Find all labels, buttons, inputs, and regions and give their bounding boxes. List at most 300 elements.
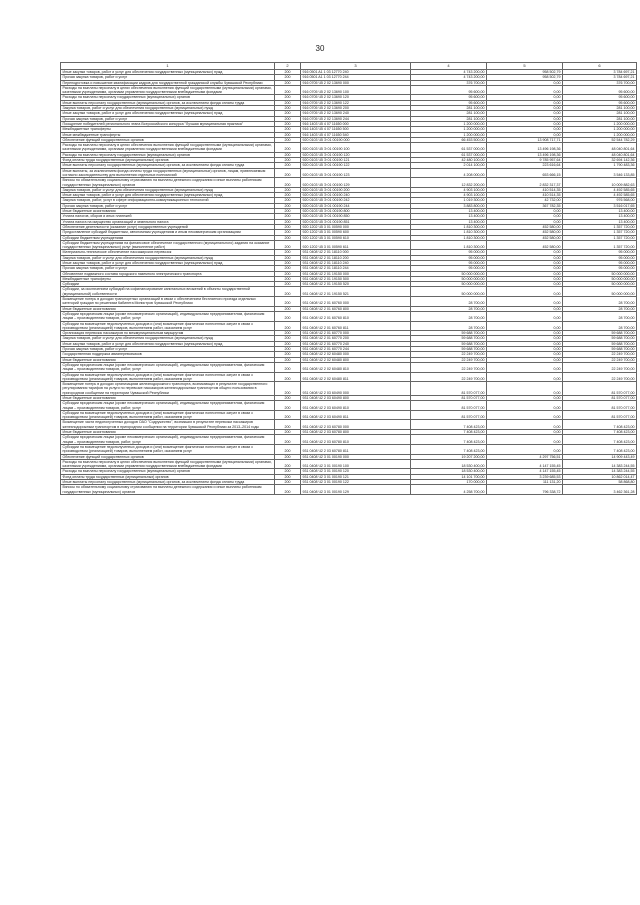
row-description: Иные бюджетные ассигнования (61, 306, 275, 311)
row-description: Иные бюджетные ассигнования (61, 209, 275, 214)
row-executed: 223 616,64 (487, 163, 563, 168)
row-description: Расходы на выплаты персоналу в целях обеспечения выполнения функций государственными (муниципальными) органами, казенными учреждениями, органами управления государственными внебюджетными фондами (61, 143, 275, 153)
row-code: 200 (275, 469, 301, 474)
row-executed: 367 782,35 (487, 203, 563, 208)
table-row (61, 187, 637, 192)
header-cell: 4 (411, 63, 487, 70)
row-description: Прочая закупка товаров, работ и услуг (61, 203, 275, 208)
row-code: 200 (275, 271, 301, 276)
row-classification: 931 0408 Ч2 2 01 60760 811 (301, 321, 411, 331)
row-description: Иные выплаты персоналу государственных (муниципальных) органов, за исключением фонда оплаты труда (61, 163, 275, 168)
table-row (61, 459, 637, 469)
row-description: Расходы на выплаты персоналу в целях обеспечения выполнения функций государственными (муниципальными) органами, казенными учреждениями, органами управления государственными внебюджетными фондами (61, 85, 275, 95)
row-executed: 958 502,79 (487, 70, 563, 75)
row-executed: 9 785 957,64 (487, 158, 563, 163)
row-executed: 0,00 (487, 287, 563, 297)
row-code: 200 (275, 116, 301, 121)
row-description: Фонд оплаты труда государственных (муниципальных) органов (61, 474, 275, 479)
table-row (61, 198, 637, 203)
row-description: Иные закупки товаров, работ и услуг для обеспечения государственных (муниципальных) нужд (61, 193, 275, 198)
header-cell: 1 (61, 63, 275, 70)
row-unexecuted: 7 408 423,00 (563, 430, 637, 435)
row-description: Закупка товаров, работ и услуг для обеспечения государственных (муниципальных) нужд (61, 187, 275, 192)
row-code: 200 (275, 152, 301, 157)
row-executed: 0,00 (487, 372, 563, 382)
row-executed: 796 338,72 (487, 485, 563, 495)
row-unexecuted: 50 000 000,00 (563, 276, 637, 281)
row-approved: 3 883 800,00 (411, 203, 487, 208)
row-executed: 0,00 (487, 401, 563, 411)
table-row (61, 230, 637, 235)
row-unexecuted: 59 688 700,00 (563, 331, 637, 336)
header-cell: 6 (563, 63, 637, 70)
row-unexecuted: 4 492 585,65 (563, 193, 637, 198)
table-row (61, 401, 637, 411)
row-approved: 281 100,00 (411, 111, 487, 116)
row-unexecuted: 58 868,80 (563, 480, 637, 485)
row-executed: 13 496 198,36 (487, 143, 563, 153)
row-description: Иные закупки товаров, работ и услуг для обеспечения государственных (муниципальных) нужд (61, 260, 275, 265)
table-row (61, 70, 637, 75)
row-description: Субсидии на возмещение недополученных доходов и (или) возмещение фактически понесенных затрат в связи с производством (реализацией) товаров, выполнением работ, оказанием услуг (61, 444, 275, 454)
row-classification: 931 0408 Ч2 2 01 60760 800 (301, 306, 411, 311)
row-executed: 0,00 (487, 111, 563, 116)
table-row (61, 287, 637, 297)
row-executed: 0,00 (487, 396, 563, 401)
row-description: Расходы на выплаты персоналу государственных (муниципальных) органов (61, 469, 275, 474)
row-executed: 0,00 (487, 321, 563, 331)
row-executed: 42 732,00 (487, 198, 563, 203)
row-unexecuted: 1 200 000,00 (563, 121, 637, 126)
row-code: 200 (275, 143, 301, 153)
budget-table (60, 62, 637, 495)
row-unexecuted: 22 249 700,00 (563, 357, 637, 362)
row-classification: 916 0501 A1 1 03 12770 244 (301, 75, 411, 80)
row-classification: 931 0408 Ч2 2 03 60780 000 (301, 420, 411, 430)
row-approved: 50 000 000,00 (411, 276, 487, 281)
row-unexecuted: 95 600,00 (563, 95, 637, 100)
row-description: Иные закупки товаров, работ и услуг для обеспечения государственных (муниципальных) нужд (61, 341, 275, 346)
row-unexecuted: 376 700,00 (563, 80, 637, 85)
row-approved: 95 000,00 (411, 260, 487, 265)
row-code: 200 (275, 230, 301, 235)
row-description: Закупка товаров, работ и услуг для обеспечения государственных (муниципальных) нужд (61, 255, 275, 260)
row-description: Субсидии на возмещение недополученных доходов и (или) возмещение фактически понесенных затрат в связи с производством (реализацией) товаров, выполнением работ, оказанием услуг (61, 372, 275, 382)
row-classification: 931 0408 Ч2 3 01 00190 122 (301, 480, 411, 485)
row-approved: 59 688 700,00 (411, 331, 487, 336)
table-row (61, 485, 637, 495)
row-classification: 920 1202 Ч5 3 01 00590 600 (301, 230, 411, 235)
row-description: Иные бюджетные ассигнования (61, 396, 275, 401)
row-executed: 13 908 717,71 (487, 137, 563, 142)
row-classification: 916 0501 A1 1 03 12770 240 (301, 70, 411, 75)
row-code: 200 (275, 372, 301, 382)
row-code: 200 (275, 311, 301, 321)
row-description: Обеспечение деятельности (оказание услуг) государственных учреждений (61, 224, 275, 229)
row-unexecuted: 4 492 585,65 (563, 187, 637, 192)
row-description: Поощрение победителей регионального этапа Всероссийского конкурса "Лучшая муниципальная практика" (61, 121, 275, 126)
row-description: Обеспечение функций государственных органов (61, 137, 275, 142)
row-code: 200 (275, 485, 301, 495)
row-executed: 0,00 (487, 430, 563, 435)
row-description: Возмещение потерь в доходах транспортных организаций в связи с обеспечением бесплатного проезда отдельных категорий граждан по решениям Кабинета Министров Чувашской Республики (61, 297, 275, 307)
row-unexecuted: 281 100,00 (563, 116, 637, 121)
table-row (61, 193, 637, 198)
row-executed: 0,00 (487, 331, 563, 336)
row-classification: 916 1403 Ч5 4 07 11650 500 (301, 127, 411, 132)
row-executed: 0,00 (487, 116, 563, 121)
row-code: 200 (275, 347, 301, 352)
row-description: Расходы на выплаты персоналу государственных (муниципальных) органов (61, 152, 275, 157)
row-approved: 28 700,00 (411, 297, 487, 307)
row-executed: 0,00 (487, 266, 563, 271)
row-executed: 0,00 (487, 219, 563, 224)
row-executed: 0,00 (487, 106, 563, 111)
table-header-row (61, 63, 637, 70)
row-unexecuted: 50 000 000,00 (563, 282, 637, 287)
row-classification: 916 0705 Ч5 2 02 13690 244 (301, 116, 411, 121)
table-row (61, 152, 637, 157)
row-code: 200 (275, 85, 301, 95)
row-unexecuted: 13 400,00 (563, 219, 637, 224)
row-approved: 281 100,00 (411, 106, 487, 111)
row-unexecuted: 81 570 077,00 (563, 401, 637, 411)
row-classification: 931 0408 Ч2 2 01 60760 810 (301, 311, 411, 321)
row-code: 200 (275, 321, 301, 331)
row-code: 200 (275, 137, 301, 142)
row-approved: 22 249 700,00 (411, 352, 487, 357)
row-description: Иные бюджетные ассигнования (61, 430, 275, 435)
row-executed: 958 502,79 (487, 75, 563, 80)
row-code: 200 (275, 336, 301, 341)
row-executed: 0,00 (487, 347, 563, 352)
row-code: 200 (275, 106, 301, 111)
row-executed: 0,00 (487, 121, 563, 126)
row-executed: 0,00 (487, 271, 563, 276)
row-executed: 0,00 (487, 362, 563, 372)
row-unexecuted: 14 383 244,55 (563, 469, 637, 474)
row-approved: 13 400,00 (411, 219, 487, 224)
row-classification: 920 0103 Ч5 Э 01 00190 244 (301, 203, 411, 208)
row-executed: 653 666,15 (487, 168, 563, 178)
row-code: 200 (275, 209, 301, 214)
row-code: 200 (275, 396, 301, 401)
header-cell: 3 (301, 63, 411, 70)
row-approved: 59 688 700,00 (411, 336, 487, 341)
row-unexecuted: 7 408 423,00 (563, 444, 637, 454)
row-description: Расходы на выплаты персоналу в целях обеспечения выполнения функций государственными (муниципальными) органами, казенными учреждениями, органами управления государственными внебюджетными фондами (61, 459, 275, 469)
table-row (61, 469, 637, 474)
row-unexecuted: 50 000 000,00 (563, 287, 637, 297)
row-classification: 920 0103 Ч5 Э 01 00190 850 (301, 214, 411, 219)
row-classification: 920 0103 Ч5 Э 01 00190 123 (301, 168, 411, 178)
row-unexecuted: 1 200 000,00 (563, 127, 637, 132)
row-approved: 28 700,00 (411, 321, 487, 331)
row-unexecuted: 3 462 361,28 (563, 485, 637, 495)
row-executed: 111 131,20 (487, 480, 563, 485)
row-executed: 3 239 685,53 (487, 474, 563, 479)
row-executed: 0,00 (487, 341, 563, 346)
row-unexecuted: 59 688 700,00 (563, 347, 637, 352)
row-unexecuted: 95 000,00 (563, 250, 637, 255)
row-approved: 50 000 000,00 (411, 287, 487, 297)
row-description: Межбюджетные трансферты (61, 127, 275, 132)
row-unexecuted: 1 357 720,00 (563, 240, 637, 250)
row-classification: 916 0705 Ч5 2 02 13690 100 (301, 85, 411, 95)
row-approved: 4 903 100,00 (411, 193, 487, 198)
row-unexecuted: 976 568,00 (563, 198, 637, 203)
row-description: Субсидии, за исключением субсидий на софинансирование капитальных вложений в объекты государственной (муниципальной) собственности (61, 287, 275, 297)
row-code: 200 (275, 219, 301, 224)
row-description: Предоставление субсидий бюджетным, автономным учреждениям и иным некоммерческим организациям (61, 230, 275, 235)
row-classification: 931 0408 Ч2 3 01 00190 129 (301, 485, 411, 495)
row-approved: 28 700,00 (411, 306, 487, 311)
row-code: 200 (275, 287, 301, 297)
row-code: 200 (275, 203, 301, 208)
row-code: 200 (275, 260, 301, 265)
row-executed: 0,00 (487, 357, 563, 362)
row-classification: 931 0408 Ч2 2 01 19150 500 (301, 276, 411, 281)
row-description: Субсидии юридическим лицам (кроме некоммерческих организаций), индивидуальным предпринимателям, физическим лицам – производителям товаров, работ, услуг (61, 401, 275, 411)
row-approved: 50 000 000,00 (411, 271, 487, 276)
row-code: 200 (275, 163, 301, 168)
table-row (61, 240, 637, 250)
row-description: Прочая закупка товаров, работ и услуг (61, 75, 275, 80)
row-executed: 0,00 (487, 336, 563, 341)
row-code: 200 (275, 480, 301, 485)
row-classification: 931 0408 Ч2 2 01 18110 244 (301, 266, 411, 271)
row-approved: 1 200 000,00 (411, 127, 487, 132)
row-approved: 376 700,00 (411, 80, 487, 85)
row-executed: 0,00 (487, 444, 563, 454)
row-classification: 931 0408 Ч2 2 01 19150 520 (301, 282, 411, 287)
row-approved: 1 810 300,00 (411, 235, 487, 240)
row-unexecuted: 32 694 142,36 (563, 158, 637, 163)
row-code: 200 (275, 168, 301, 178)
row-approved: 13 400,00 (411, 209, 487, 214)
row-approved: 7 408 423,00 (411, 430, 487, 435)
row-classification: 931 0408 Ч2 2 02 60480 800 (301, 357, 411, 362)
row-unexecuted: 95 600,00 (563, 85, 637, 95)
row-classification: 931 0408 Ч2 2 03 60780 810 (301, 435, 411, 445)
row-classification: 920 1202 Ч5 3 01 00590 000 (301, 224, 411, 229)
row-approved: 28 700,00 (411, 311, 487, 321)
row-executed: 452 580,00 (487, 230, 563, 235)
row-description: Организация перевозок пассажиров по межмуниципальным маршрутам (61, 331, 275, 336)
row-code: 200 (275, 187, 301, 192)
row-unexecuted: 95 000,00 (563, 266, 637, 271)
row-code: 200 (275, 282, 301, 287)
row-classification: 931 0408 Ч2 2 01 60770 000 (301, 331, 411, 336)
row-classification: 920 0103 Ч5 Э 01 00190 242 (301, 198, 411, 203)
row-classification: 916 1403 Ч5 4 07 11650 000 (301, 121, 411, 126)
row-classification: 920 0103 Ч5 Э 01 00190 200 (301, 187, 411, 192)
row-description: Субсидии на возмещение недополученных доходов и (или) возмещение фактически понесенных затрат в связи с производством (реализацией) товаров, выполнением работ, оказанием услуг (61, 410, 275, 420)
row-code: 200 (275, 331, 301, 336)
row-approved: 59 688 700,00 (411, 347, 487, 352)
row-unexecuted: 81 570 077,00 (563, 396, 637, 401)
row-code: 200 (275, 454, 301, 459)
row-unexecuted: 7 408 423,00 (563, 435, 637, 445)
row-unexecuted: 50 000 000,00 (563, 271, 637, 276)
row-description: Возмещение части недополученных доходов ОАО "Содружество", возникших в результате перевозки пассажиров железнодорожным транспортом в пригородном сообщении на территории Чувашской Республики за 2013–2014 годы (61, 420, 275, 430)
row-classification: 931 0408 Ч2 2 01 18110 000 (301, 250, 411, 255)
row-description: Иные закупки товаров, работ и услуг для обеспечения государственных (муниципальных) нужд (61, 70, 275, 75)
table-row (61, 224, 637, 229)
row-approved: 12 832 200,00 (411, 178, 487, 188)
row-description: Иные бюджетные ассигнования (61, 357, 275, 362)
row-approved: 95 000,00 (411, 266, 487, 271)
row-unexecuted: 1 357 720,00 (563, 235, 637, 240)
row-description: Субсидии бюджетным учреждениям (61, 235, 275, 240)
row-approved: 81 570 077,00 (411, 396, 487, 401)
row-approved: 22 249 700,00 (411, 357, 487, 362)
row-executed: 0,00 (487, 282, 563, 287)
row-executed: 4 147 155,45 (487, 459, 563, 469)
row-description: Возмещение потерь в доходах организациям железнодорожного транспорта, возникающих в результате государственного регулирования тарифов на услуги по перевозке пассажиров железнодорожным транспортом общего пользования в пригородном сообщении на территории Чувашской Республики (61, 382, 275, 396)
row-approved: 7 408 423,00 (411, 435, 487, 445)
row-approved: 18 530 400,00 (411, 469, 487, 474)
row-classification: 931 0408 Ч2 2 01 19150 521 (301, 287, 411, 297)
row-description: Государственная поддержка авиаперевозчиков (61, 352, 275, 357)
row-unexecuted: 13 400,00 (563, 209, 637, 214)
row-code: 200 (275, 80, 301, 85)
row-classification: 916 1403 Ч5 4 07 11650 540 (301, 132, 411, 137)
row-code: 200 (275, 127, 301, 132)
table-row (61, 311, 637, 321)
row-executed: 452 580,00 (487, 240, 563, 250)
row-classification: 931 0408 Ч2 2 01 60760 000 (301, 297, 411, 307)
row-executed: 0,00 (487, 127, 563, 132)
row-code: 200 (275, 276, 301, 281)
row-code: 200 (275, 235, 301, 240)
row-description: Переподготовка и повышение квалификации кадров для государственной гражданской службы Чувашской Республики (61, 80, 275, 85)
row-classification: 920 1202 Ч5 3 01 00590 611 (301, 240, 411, 250)
row-classification: 931 0408 Ч2 3 01 00190 121 (301, 474, 411, 479)
row-unexecuted: 95 000,00 (563, 255, 637, 260)
row-approved: 66 453 500,00 (411, 137, 487, 142)
row-description: Иные закупки товаров, работ и услуг для обеспечения государственных (муниципальных) нужд (61, 111, 275, 116)
row-unexecuted: 28 700,00 (563, 311, 637, 321)
row-classification: 931 0408 Ч2 3 01 00190 120 (301, 469, 411, 474)
table-row (61, 362, 637, 372)
row-executed: 0,00 (487, 260, 563, 265)
row-executed: 0,00 (487, 85, 563, 95)
row-classification: 931 0408 Ч2 2 03 60780 800 (301, 430, 411, 435)
row-executed: 2 832 317,37 (487, 178, 563, 188)
row-unexecuted: 3 784 697,21 (563, 70, 637, 75)
row-unexecuted: 28 700,00 (563, 321, 637, 331)
row-classification: 931 0408 Ч2 2 03 60490 800 (301, 396, 411, 401)
row-approved: 61 537 000,00 (411, 152, 487, 157)
row-unexecuted: 59 688 700,00 (563, 336, 637, 341)
row-description: Иные межбюджетные трансферты (61, 132, 275, 137)
row-description: Субсидии юридическим лицам (кроме некоммерческих организаций), индивидуальным предпринимателям, физическим лицам – производителям товаров, работ, услуг (61, 362, 275, 372)
row-classification: 916 0705 Ч5 2 02 13690 000 (301, 80, 411, 85)
row-classification: 920 0103 Ч5 Э 01 00190 120 (301, 152, 411, 157)
row-approved: 4 258 700,00 (411, 485, 487, 495)
row-approved: 7 408 423,00 (411, 420, 487, 430)
row-approved: 170 000,00 (411, 480, 487, 485)
row-unexecuted: 3 784 697,21 (563, 75, 637, 80)
row-unexecuted: 48 040 801,64 (563, 152, 637, 157)
row-classification: 931 0408 Ч2 2 02 60480 810 (301, 362, 411, 372)
row-code: 200 (275, 95, 301, 100)
row-code: 200 (275, 306, 301, 311)
row-code: 200 (275, 444, 301, 454)
row-approved: 18 530 400,00 (411, 459, 487, 469)
row-executed: 4 147 155,45 (487, 469, 563, 474)
row-executed: 0,00 (487, 311, 563, 321)
row-code: 200 (275, 459, 301, 469)
row-classification: 920 1202 Ч5 3 01 00590 610 (301, 235, 411, 240)
row-unexecuted: 95 000,00 (563, 260, 637, 265)
row-approved: 14 101 700,00 (411, 474, 487, 479)
row-description: Закупка товаров, работ и услуг для обеспечения государственных (муниципальных) нужд (61, 336, 275, 341)
row-approved: 1 200 000,00 (411, 121, 487, 126)
row-classification: 916 0705 Ч5 2 02 13690 240 (301, 111, 411, 116)
row-approved: 22 249 700,00 (411, 372, 487, 382)
row-classification: 931 0408 Ч2 2 01 60770 244 (301, 347, 411, 352)
table-row (61, 372, 637, 382)
row-executed: 0,00 (487, 410, 563, 420)
row-description: Субсидии (61, 282, 275, 287)
row-unexecuted: 1 357 720,00 (563, 230, 637, 235)
row-code: 200 (275, 75, 301, 80)
row-code: 200 (275, 297, 301, 307)
row-unexecuted: 14 909 443,49 (563, 454, 637, 459)
row-code: 200 (275, 382, 301, 396)
row-executed: 0,00 (487, 132, 563, 137)
row-code: 200 (275, 266, 301, 271)
row-description: Взносы по обязательному социальному страхованию на выплаты денежного содержания и иные выплаты работникам государственных (муниципальных) органов (61, 178, 275, 188)
row-classification: 931 0408 Ч2 2 03 60780 811 (301, 444, 411, 454)
row-code: 200 (275, 410, 301, 420)
row-unexecuted: 281 100,00 (563, 111, 637, 116)
row-classification: 920 0103 Ч5 Э 01 00190 800 (301, 209, 411, 214)
row-code: 200 (275, 70, 301, 75)
row-executed: 0,00 (487, 420, 563, 430)
row-code: 200 (275, 420, 301, 430)
row-classification: 916 0705 Ч5 2 02 13690 120 (301, 95, 411, 100)
row-description: Иные выплаты, за исключением фонда оплаты труда государственных (муниципальных) органов, лицам, привлекаемым согласно законодательству для выполнения отдельных полномочий (61, 168, 275, 178)
row-approved: 7 408 423,00 (411, 444, 487, 454)
row-approved: 2 014 100,00 (411, 163, 487, 168)
row-code: 200 (275, 240, 301, 250)
row-classification: 916 0705 Ч5 2 02 13690 122 (301, 100, 411, 105)
row-unexecuted: 22 249 700,00 (563, 352, 637, 357)
row-approved: 95 000,00 (411, 255, 487, 260)
row-unexecuted: 81 570 077,00 (563, 410, 637, 420)
row-unexecuted: 81 570 077,00 (563, 382, 637, 396)
row-unexecuted: 1 790 483,36 (563, 163, 637, 168)
row-executed: 0,00 (487, 276, 563, 281)
row-executed: 0,00 (487, 214, 563, 219)
row-classification: 931 0408 Ч2 3 01 00190 000 (301, 454, 411, 459)
row-description: Иные выплаты персоналу государственных (муниципальных) органов, за исключением фонда оплаты труда (61, 480, 275, 485)
row-approved: 95 600,00 (411, 95, 487, 100)
row-unexecuted: 59 688 700,00 (563, 341, 637, 346)
row-code: 200 (275, 474, 301, 479)
row-classification: 931 0408 Ч2 2 02 60480 811 (301, 372, 411, 382)
row-description: Межбюджетные трансферты (61, 276, 275, 281)
row-code: 200 (275, 435, 301, 445)
row-approved: 61 537 000,00 (411, 143, 487, 153)
row-executed: 0,00 (487, 297, 563, 307)
row-description: Субсидии юридическим лицам (кроме некоммерческих организаций), индивидуальным предпринимателям, физическим лицам – производителям товаров, работ, услуг (61, 311, 275, 321)
row-unexecuted: 1 200 000,00 (563, 132, 637, 137)
row-unexecuted: 48 040 801,64 (563, 143, 637, 153)
